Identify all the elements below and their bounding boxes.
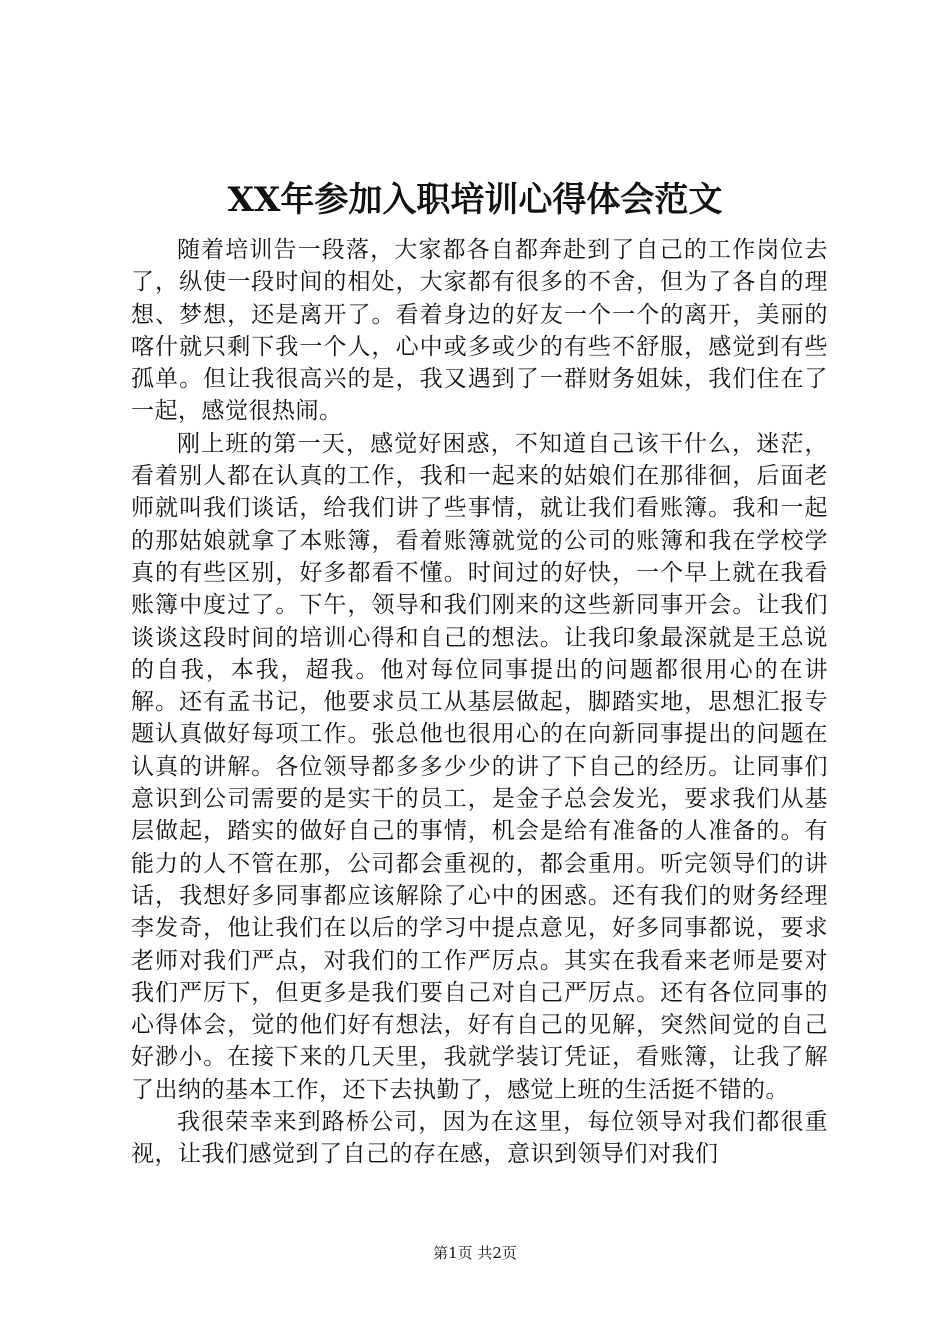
page-number-footer: 第1页 共2页: [433, 1244, 517, 1262]
paragraph-3: 我很荣幸来到路桥公司，因为在这里，每位领导对我们都很重视，让我们感觉到了自己的存在感，意识到领导们对我们: [131, 1109, 828, 1168]
document-title: XX年参加入职培训心得体会范文: [227, 180, 723, 220]
document-body: [131, 234, 828, 1171]
paragraph-1: 随着培训告一段落，大家都各自都奔赴到了自己的工作岗位去了，纵使一段时间的相处，大家都有很多的不舍，但为了各自的理想、梦想，还是离开了。看着身边的好友一个一个的离开，美丽的喀什就只剩下我一个人，心中或多或少的有些不舒服，感觉到有些孤单。但让我很高兴的是，我又遇到了一群财务姐妹，我们住在了一起，感觉很热闹。: [131, 237, 828, 425]
paragraph-2: 刚上班的第一天，感觉好困惑，不知道自己该干什么，迷茫，看着别人都在认真的工作，我和一起来的姑娘们在那徘徊，后面老师就叫我们谈话，给我们讲了些事情，就让我们看账簿。我和一起的那姑娘就拿了本账簿，看着账簿就觉的公司的账簿和我在学校学真的有些区别，好多都看不懂。时间过的好快，一个早上就在我看账簿中度过了。下午，领导和我们刚来的这些新同事开会。让我们谈谈这段时间的培训心得和自己的想法。让我印象最深就是王总说的自我，本我，超我。他对每位同事提出的问题都很用心的在讲解。还有孟书记，他要求员工从基层做起，脚踏实地，思想汇报专题认真做好每项工作。张总他也很用心的在向新同事提出的问题在认真的讲解。各位领导都多多少少的讲了下自己的经历。让同事们意识到公司需要的是实干的员工，是金子总会发光，要求我们从基层做起，踏实的做好自己的事情，机会是给有准备的人准备的。有能力的人不管在那，公司都会重视的，都会重用。听完领导们的讲话，我想好多同事都应该解除了心中的困惑。还有我们的财务经理李发奇，他让我们在以后的学习中提点意见，好多同事都说，要求老师对我们严点，对我们的工作严厉点。其实在我看来老师是要对我们严厉下，但更多是我们要自己对自己严厉点。还有各位同事的心得体会，觉的他们好有想法，好有自己的见解，突然间觉的自己好渺小。在接下来的几天里，我就学装订凭证，看账簿，让我了解了出纳的基本工作，还下去执勤了，感觉上班的生活挺不错的。: [131, 430, 828, 1103]
